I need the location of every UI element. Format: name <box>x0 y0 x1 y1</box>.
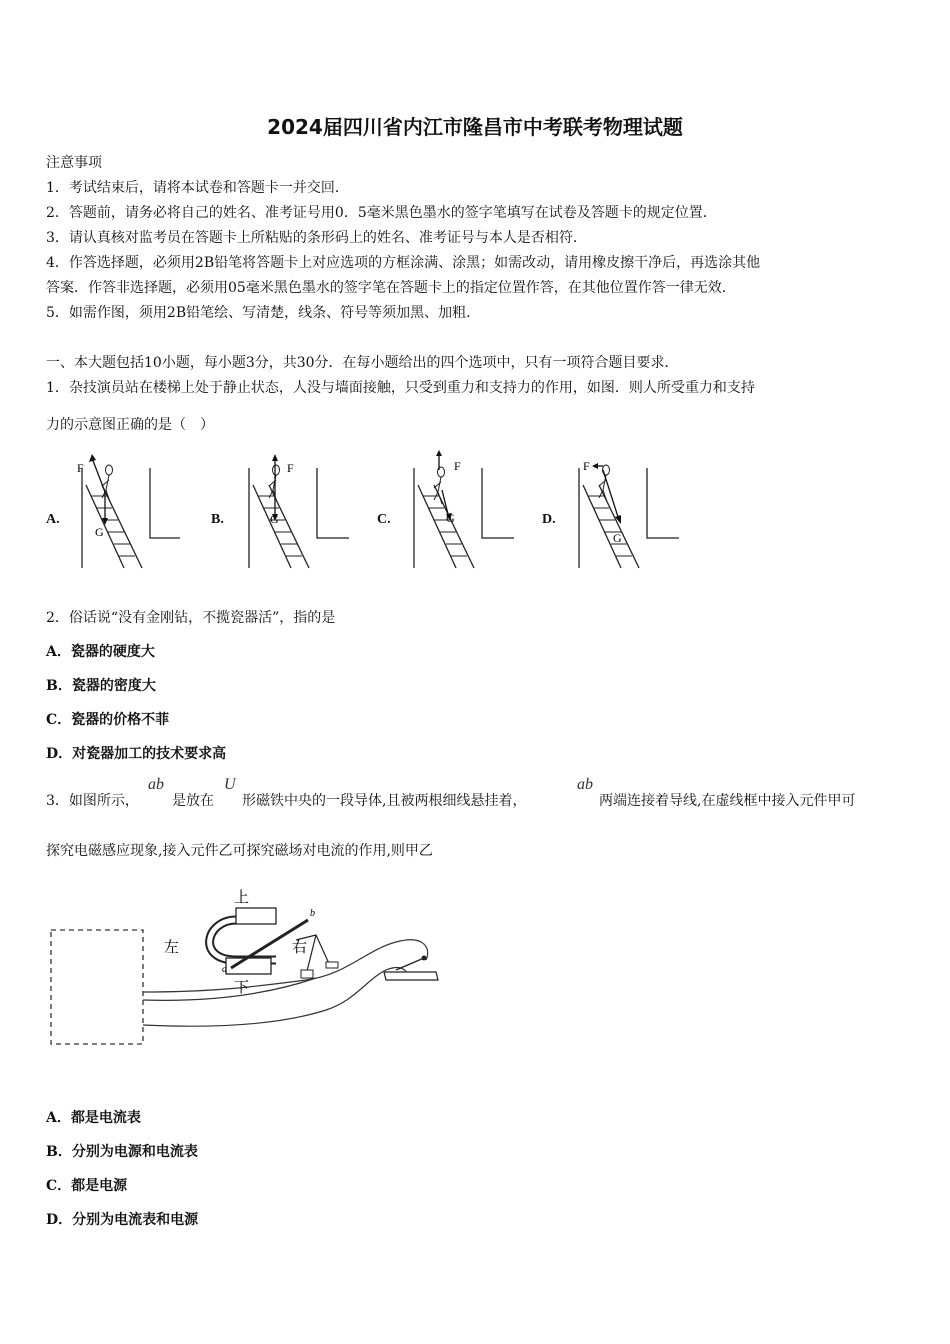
q3-stem-part2: 是放在 <box>172 793 214 809</box>
q3-symbol-ab: ab <box>148 776 164 793</box>
q1-option-b-label: B. <box>211 512 224 527</box>
force-label-f: F <box>583 459 590 473</box>
q3-stem-cont: 探究电磁感应现象,接入元件乙可探究磁场对电流的作用,则甲乙 <box>46 843 433 859</box>
q3-option-c: C．都是电源 <box>46 1178 128 1194</box>
q1-figure-d <box>567 450 687 580</box>
q2-option-a: A．瓷器的硬度大 <box>46 644 155 660</box>
q3-stem-part4: 两端连接着导线,在虚线框中接入元件甲可 <box>599 793 856 809</box>
q3-option-b: B．分别为电源和电流表 <box>46 1144 198 1160</box>
force-label-f: F <box>454 459 461 473</box>
q1-option-c-label: C. <box>377 512 391 527</box>
q2-stem: 2．俗话说“没有金刚钻，不揽瓷器活”，指的是 <box>46 610 336 626</box>
force-label-g: G <box>446 511 455 525</box>
force-label-f: F <box>287 461 294 475</box>
page-title: 2024届四川省内江市隆昌市中考联考物理试题 <box>267 115 683 139</box>
q3-figure <box>46 880 466 1055</box>
q1-option-a-label: A. <box>46 512 60 527</box>
q1-option-d-label: D. <box>542 512 556 527</box>
section-heading: 一、本大题包括10小题，每小题3分，共30分．在每小题给出的四个选项中，只有一项符合题目要求． <box>46 355 679 371</box>
label-down: 下 <box>234 980 250 996</box>
q3-symbol-ab-2: ab <box>577 776 593 793</box>
notice-item: 2．答题前，请务必将自己的姓名、准考证号用0．5毫米黑色墨水的签字笔填写在试卷及答题卡的规定位置． <box>46 205 717 221</box>
force-label-g: G <box>95 525 104 539</box>
q2-option-c: C．瓷器的价格不菲 <box>46 712 170 728</box>
label-a: a <box>222 964 227 975</box>
notice-heading: 注意事项 <box>46 155 102 171</box>
q1-figure-c <box>402 450 522 580</box>
force-label-g: G <box>613 531 622 545</box>
q2-option-d: D．对瓷器加工的技术要求高 <box>46 746 227 762</box>
q3-stem-part3: 形磁铁中央的一段导体,且被两根细线悬挂着， <box>242 793 527 809</box>
q3-option-d: D．分别为电流表和电源 <box>46 1212 199 1228</box>
label-left: 左 <box>164 940 180 956</box>
force-label-f: F <box>77 461 84 475</box>
label-right: 右 <box>292 940 308 956</box>
q1-figure-a <box>72 450 187 580</box>
label-b: b <box>310 908 315 919</box>
label-up: 上 <box>234 890 250 906</box>
notice-item: 1．考试结束后，请将本试卷和答题卡一并交回． <box>46 180 349 196</box>
force-label-g: G <box>270 512 279 526</box>
notice-item: 3．请认真核对监考员在答题卡上所粘贴的条形码上的姓名、准考证号与本人是否相符． <box>46 230 587 246</box>
q2-option-b: B．瓷器的密度大 <box>46 678 156 694</box>
notice-item: 4．作答选择题，必须用2B铅笔将答题卡上对应选项的方框涂满、涂黑；如需改动，请用橡皮擦干净后，再选涂其他 <box>46 255 761 271</box>
notice-item: 答案．作答非选择题，必须用05毫米黑色墨水的签字笔在答题卡上的指定位置作答，在其他位置作答一律无效． <box>46 280 736 296</box>
dashed-component-box <box>51 930 143 1044</box>
q3-option-a: A．都是电流表 <box>46 1110 141 1126</box>
q1-stem-cont: 力的示意图正确的是（ ） <box>46 417 214 433</box>
q3-symbol-u: U <box>224 776 236 793</box>
q1-figure-b <box>237 450 357 580</box>
q3-stem-part1: 3．如图所示， <box>46 793 139 809</box>
q1-stem: 1．杂技演员站在楼梯上处于静止状态，人没与墙面接触，只受到重力和支持力的作用，如图．则人所受重力和支持 <box>46 380 755 396</box>
notice-item: 5．如需作图，须用2B铅笔绘、写清楚，线条、符号等须加黑、加粗． <box>46 305 481 321</box>
